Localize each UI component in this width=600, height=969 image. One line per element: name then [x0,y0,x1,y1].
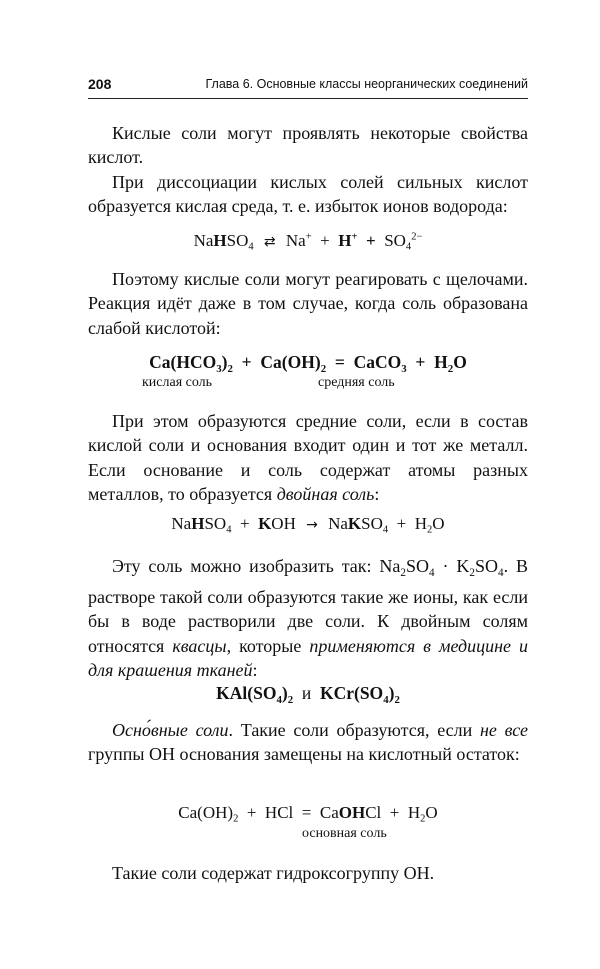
term-double-salt: двойная соль [276,483,375,504]
formula-alums: $KAl(SO_4)_2$ и $KCr(SO_4)_2$ [216,683,400,706]
chapter-title: Глава 6. Основные классы неорганических соединений [205,77,528,91]
equation-basic-salt: $Ca(OH)_2$ + HCl = CaOHCl + $H_2O$ [178,803,438,825]
paragraph-dissociation: При диссоциации кислых солей сильных кислот образуется кислая среда, т. е. избыток ионов водорода: [88,172,528,217]
equation-nahso4-koh: NaHSO$_4$ + KOH → NaKSO$_4$ + $H_2O$ [171,514,445,536]
paragraph-acid-salts-properties: Кислые соли могут проявлять некоторые свойства кислот. [88,123,528,168]
caption-normal-salt: средняя соль [318,375,395,390]
paragraph-double-salt: При этом образуются средние соли, если в состав кислой соли и основания входит один и тот же металл. Если основание и соль содержат атомы разных металлов, то образуется двойная соль: [88,411,528,504]
term-alum: квасцы, [172,635,232,656]
equation-nahso4-dissociation: NaHSO$_4$ ⇄ $Na^+ + H^+ + SO_4^{2-}$ [193,231,423,253]
equilibrium-arrow: ⇄ [263,234,276,250]
paragraph-react-with-alkali: Поэтому кислые соли могут реагировать с щелочами. Реакция идёт даже в том случае, когда соль образована слабой кислотой: [88,269,528,338]
page-number: 208 [88,76,112,92]
term-not-all: не все [480,720,528,740]
page-header [88,72,528,99]
paragraph-alum: Эту соль можно изобразить так: $Na_2SO_4 \cdot K_2SO_4$. В растворе такой соли образуются такие же ионы, как если бы в воде растворили две соли. К двойным солям относятся квасцы, которые применяются в медицине и для крашения тканей: [88,556,528,681]
paragraph-hydroxo-group: Такие соли содержат гидроксогруппу OH. [112,863,435,883]
equation-calcium-bicarbonate: $Ca(HCO_3)_2 + Ca(OH)_2$ = CaCO$_3$ + $H_2O$ [149,352,467,375]
term-applications: применяются в медицине и для крашения тканей [88,635,528,681]
reaction-arrow: → [306,517,318,533]
paragraph-basic-salts: Осно́вные соли. Такие соли образуются, если не все группы OH основания замещены на кислотный остаток: [88,720,528,765]
caption-basic-salt: основная соль [302,826,387,841]
term-basic-salts: Осно́вные соли [112,720,229,740]
caption-acid-salt: кислая соль [142,375,213,390]
